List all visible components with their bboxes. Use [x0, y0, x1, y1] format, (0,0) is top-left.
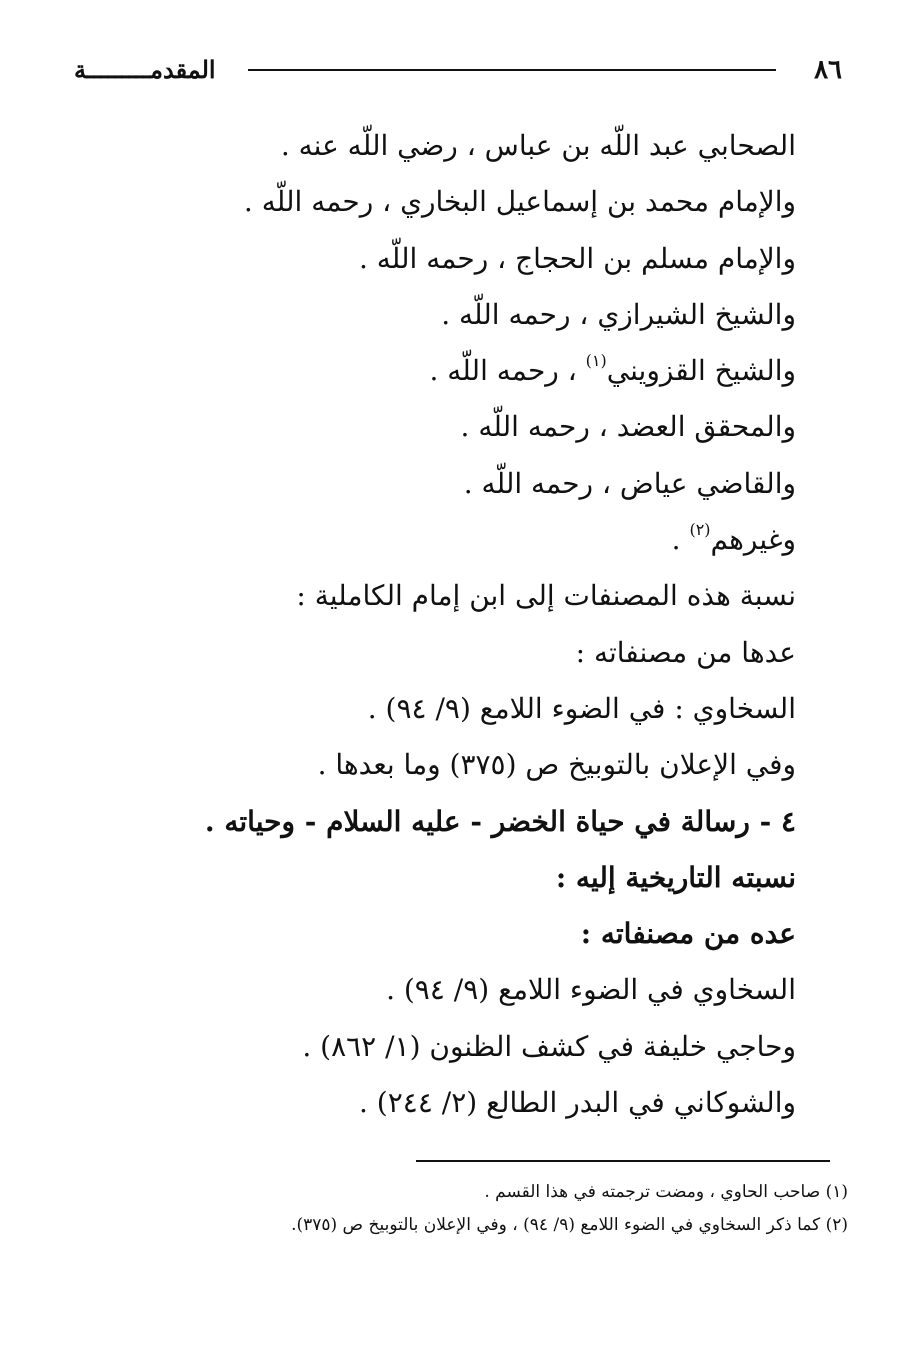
footnote: (١) صاحب الحاوي ، ومضت ترجمته في هذا القسم . — [484, 1182, 848, 1202]
page-header — [74, 50, 842, 90]
subheading: عده من مصنفاته : — [580, 917, 796, 951]
subheading: نسبته التاريخية إليه : — [555, 860, 796, 894]
text-line: نسبة هذه المصنفات إلى ابن إمام الكاملية : — [296, 579, 796, 613]
text-line: الصحابي عبد اللّه بن عباس ، رضي اللّه عنه . — [280, 129, 796, 162]
text-line: والإمام مسلم بن الحجاج ، رحمه اللّه . — [358, 241, 796, 275]
text-line: والإمام محمد بن إسماعيل البخاري ، رحمه اللّه . — [243, 185, 796, 219]
text-line: عدها من مصنفاته : — [575, 635, 796, 669]
text-line: والشوكاني في البدر الطالع (٢/ ٢٤٤) . — [359, 1086, 796, 1120]
text-line: والمحقق العضد ، رحمه اللّه . — [460, 410, 796, 444]
text-line: وحاجي خليفة في كشف الظنون (١/ ٨٦٢) . — [302, 1029, 796, 1063]
section-heading: ٤ - رسالة في حياة الخضر - عليه السلام - وحياته . — [204, 804, 796, 838]
text-line: والشيخ القزويني$^{(١)}$ ، رحمه اللّه . — [429, 351, 796, 388]
footnote-reference[interactable]: (٢) — [689, 520, 711, 540]
text-line: وغيرهم$^{(٢)}$ . — [671, 520, 796, 557]
main-text — [60, 118, 796, 1131]
page-number: ٨٦ — [814, 55, 842, 85]
text-line: السخاوي في الضوء اللامع (٩/ ٩٤) . — [386, 973, 796, 1007]
text-line: وفي الإعلان بالتوبيخ ص (٣٧٥) وما بعدها . — [317, 748, 796, 782]
text-line: والقاضي عياض ، رحمه اللّه . — [463, 466, 796, 500]
header-rule — [248, 69, 776, 71]
footnote-separator — [416, 1160, 830, 1162]
text-line: والشيخ الشيرازي ، رحمه اللّه . — [441, 297, 796, 331]
footnote: (٢) كما ذكر السخاوي في الضوء اللامع (٩/ ٩٤) ، وفي الإعلان بالتوبيخ ص (٣٧٥). — [291, 1215, 848, 1235]
footnote-reference[interactable]: (١) — [585, 351, 607, 371]
running-title: المقدمـــــــــة — [74, 55, 216, 84]
footnotes — [60, 1176, 848, 1242]
text-line: السخاوي : في الضوء اللامع (٩/ ٩٤) . — [367, 691, 796, 725]
